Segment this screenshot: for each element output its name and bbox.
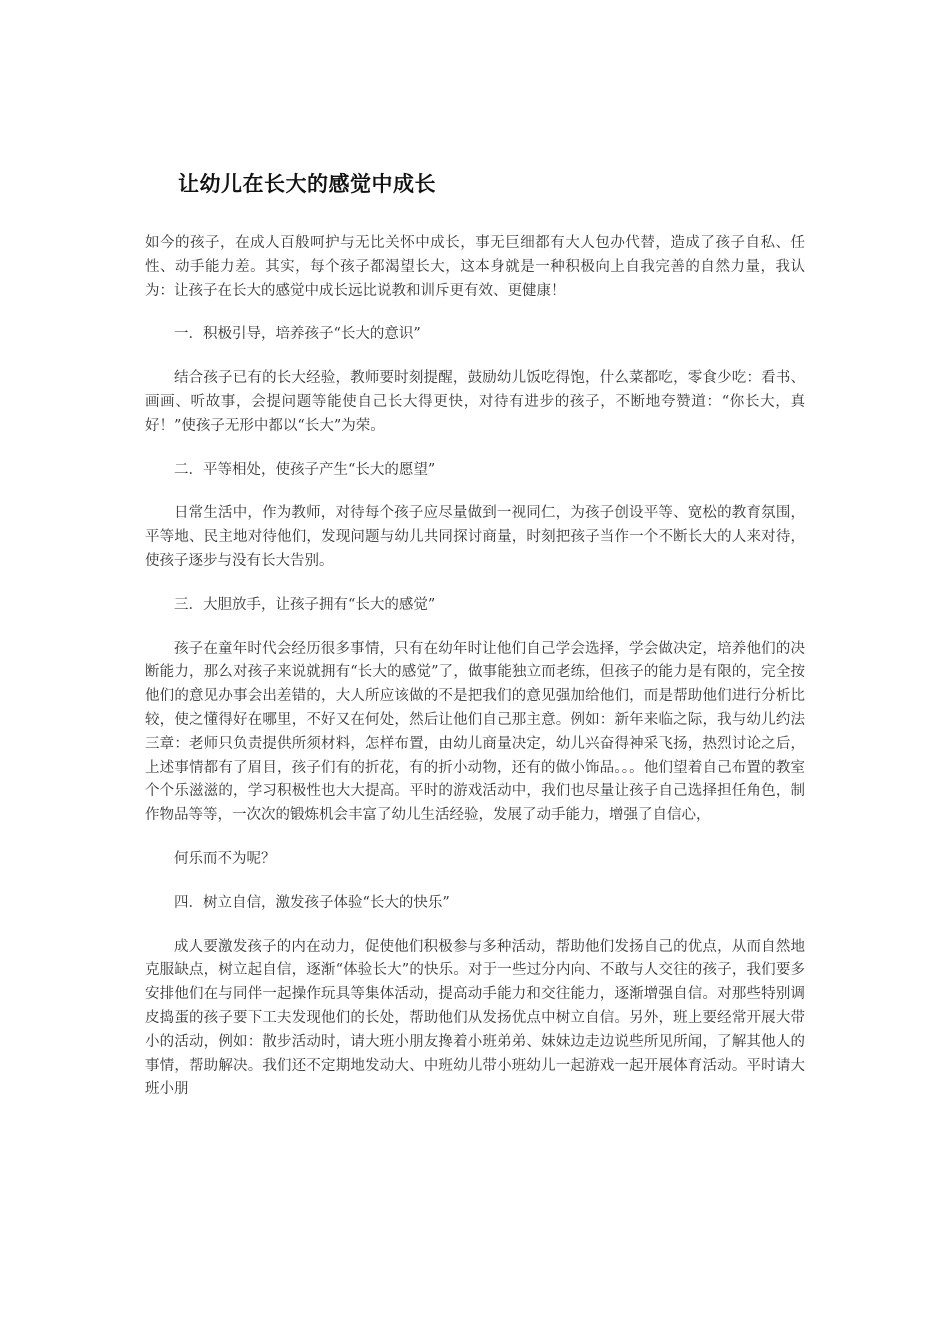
section-heading-4: 四．树立自信，激发孩子体验“长大的快乐” xyxy=(174,894,450,911)
intro-paragraph: 如今的孩子，在成人百般呵护与无比关怀中成长，事无巨细都有大人包办代替，造成了孩子自私、任性、动手能力差。其实，每个孩子都渴望长大，这本身就是一种积极向上自我完善的自然力量，我认为：让孩子在长大的感觉中成长远比说教和训斥更有效、更健康！ xyxy=(145,235,805,299)
document-body xyxy=(145,232,805,1122)
body-paragraph-3: 孩子在童年时代会经历很多事情，只有在幼年时让他们自己学会选择，学会做决定，培养他们的决断能力，那么对孩子来说就拥有“长大的感觉”了，做事能独立而老练，但孩子的能力是有限的，完全按他们的意见办事会出差错的，大人所应该做的不是把我们的意见强加给他们，而是帮助他们进行分析比较，使之懂得好在哪里，不好又在何处，然后让他们自己那主意。例如：新年来临之际，我与幼儿约法三章：老师只负责提供所须材料，怎样布置，由幼儿商量决定，幼儿兴奋得神采飞扬，热烈讨论之后，上述事情都有了眉目，孩子们有的折花，有的折小动物，还有的做小饰品。。。他们望着自己布置的教室个个乐滋滋的，学习积极性也大大提高。平时的游戏活动中，我们也尽量让孩子自己选择担任角色，制作物品等等，一次次的锻炼机会丰富了幼儿生活经验，发展了动手能力，增强了自信心， xyxy=(145,640,805,824)
page-title: 让幼儿在长大的感觉中成长 xyxy=(178,172,436,196)
body-paragraph-1: 结合孩子已有的长大经验，教师要时刻提醒，鼓励幼儿饭吃得饱，什么菜都吃，零食少吃：看书、画画、听故事，会提问题等能使自己长大得更快，对待有进步的孩子，不断地夸赞道：“你长大，真好！”使孩子无形中都以“长大”为荣。 xyxy=(145,370,805,434)
section-heading-1: 一．积极引导，培养孩子“长大的意识” xyxy=(174,326,421,343)
body-paragraph-4: 成人要激发孩子的内在动力，促使他们积极参与多种活动，帮助他们发扬自己的优点，从而自然地克服缺点，树立起自信，逐渐“体验长大”的快乐。对于一些过分内向、不敢与人交往的孩子，我们要多安排他们在与同伴一起操作玩具等集体活动，提高动手能力和交往能力，逐渐增强自信。对那些特别调皮捣蛋的孩子要下工夫发现他们的长处，帮助他们从发扬优点中树立自信。另外，班上要经常开展大带小的活动，例如：散步活动时，请大班小朋友搀着小班弟弟、妹妹边走边说些所见所闻，了解其他人的事情，帮助解决。我们还不定期地发动大、中班幼儿带小班幼儿一起游戏一起开展体育活动。平时请大班小朋 xyxy=(145,938,805,1098)
body-paragraph-3-end: 何乐而不为呢？ xyxy=(174,850,276,867)
section-heading-3: 三．大胆放手，让孩子拥有“长大的感觉” xyxy=(174,596,436,613)
body-paragraph-2: 日常生活中，作为教师，对待每个孩子应尽量做到一视同仁，为孩子创设平等、宽松的教育氛围，平等地、民主地对待他们，发现问题与幼儿共同探讨商量，时刻把孩子当作一个不断长大的人来对待，使孩子逐步与没有长大告别。 xyxy=(145,505,805,569)
section-heading-2: 二．平等相处，使孩子产生“长大的愿望” xyxy=(174,461,436,478)
